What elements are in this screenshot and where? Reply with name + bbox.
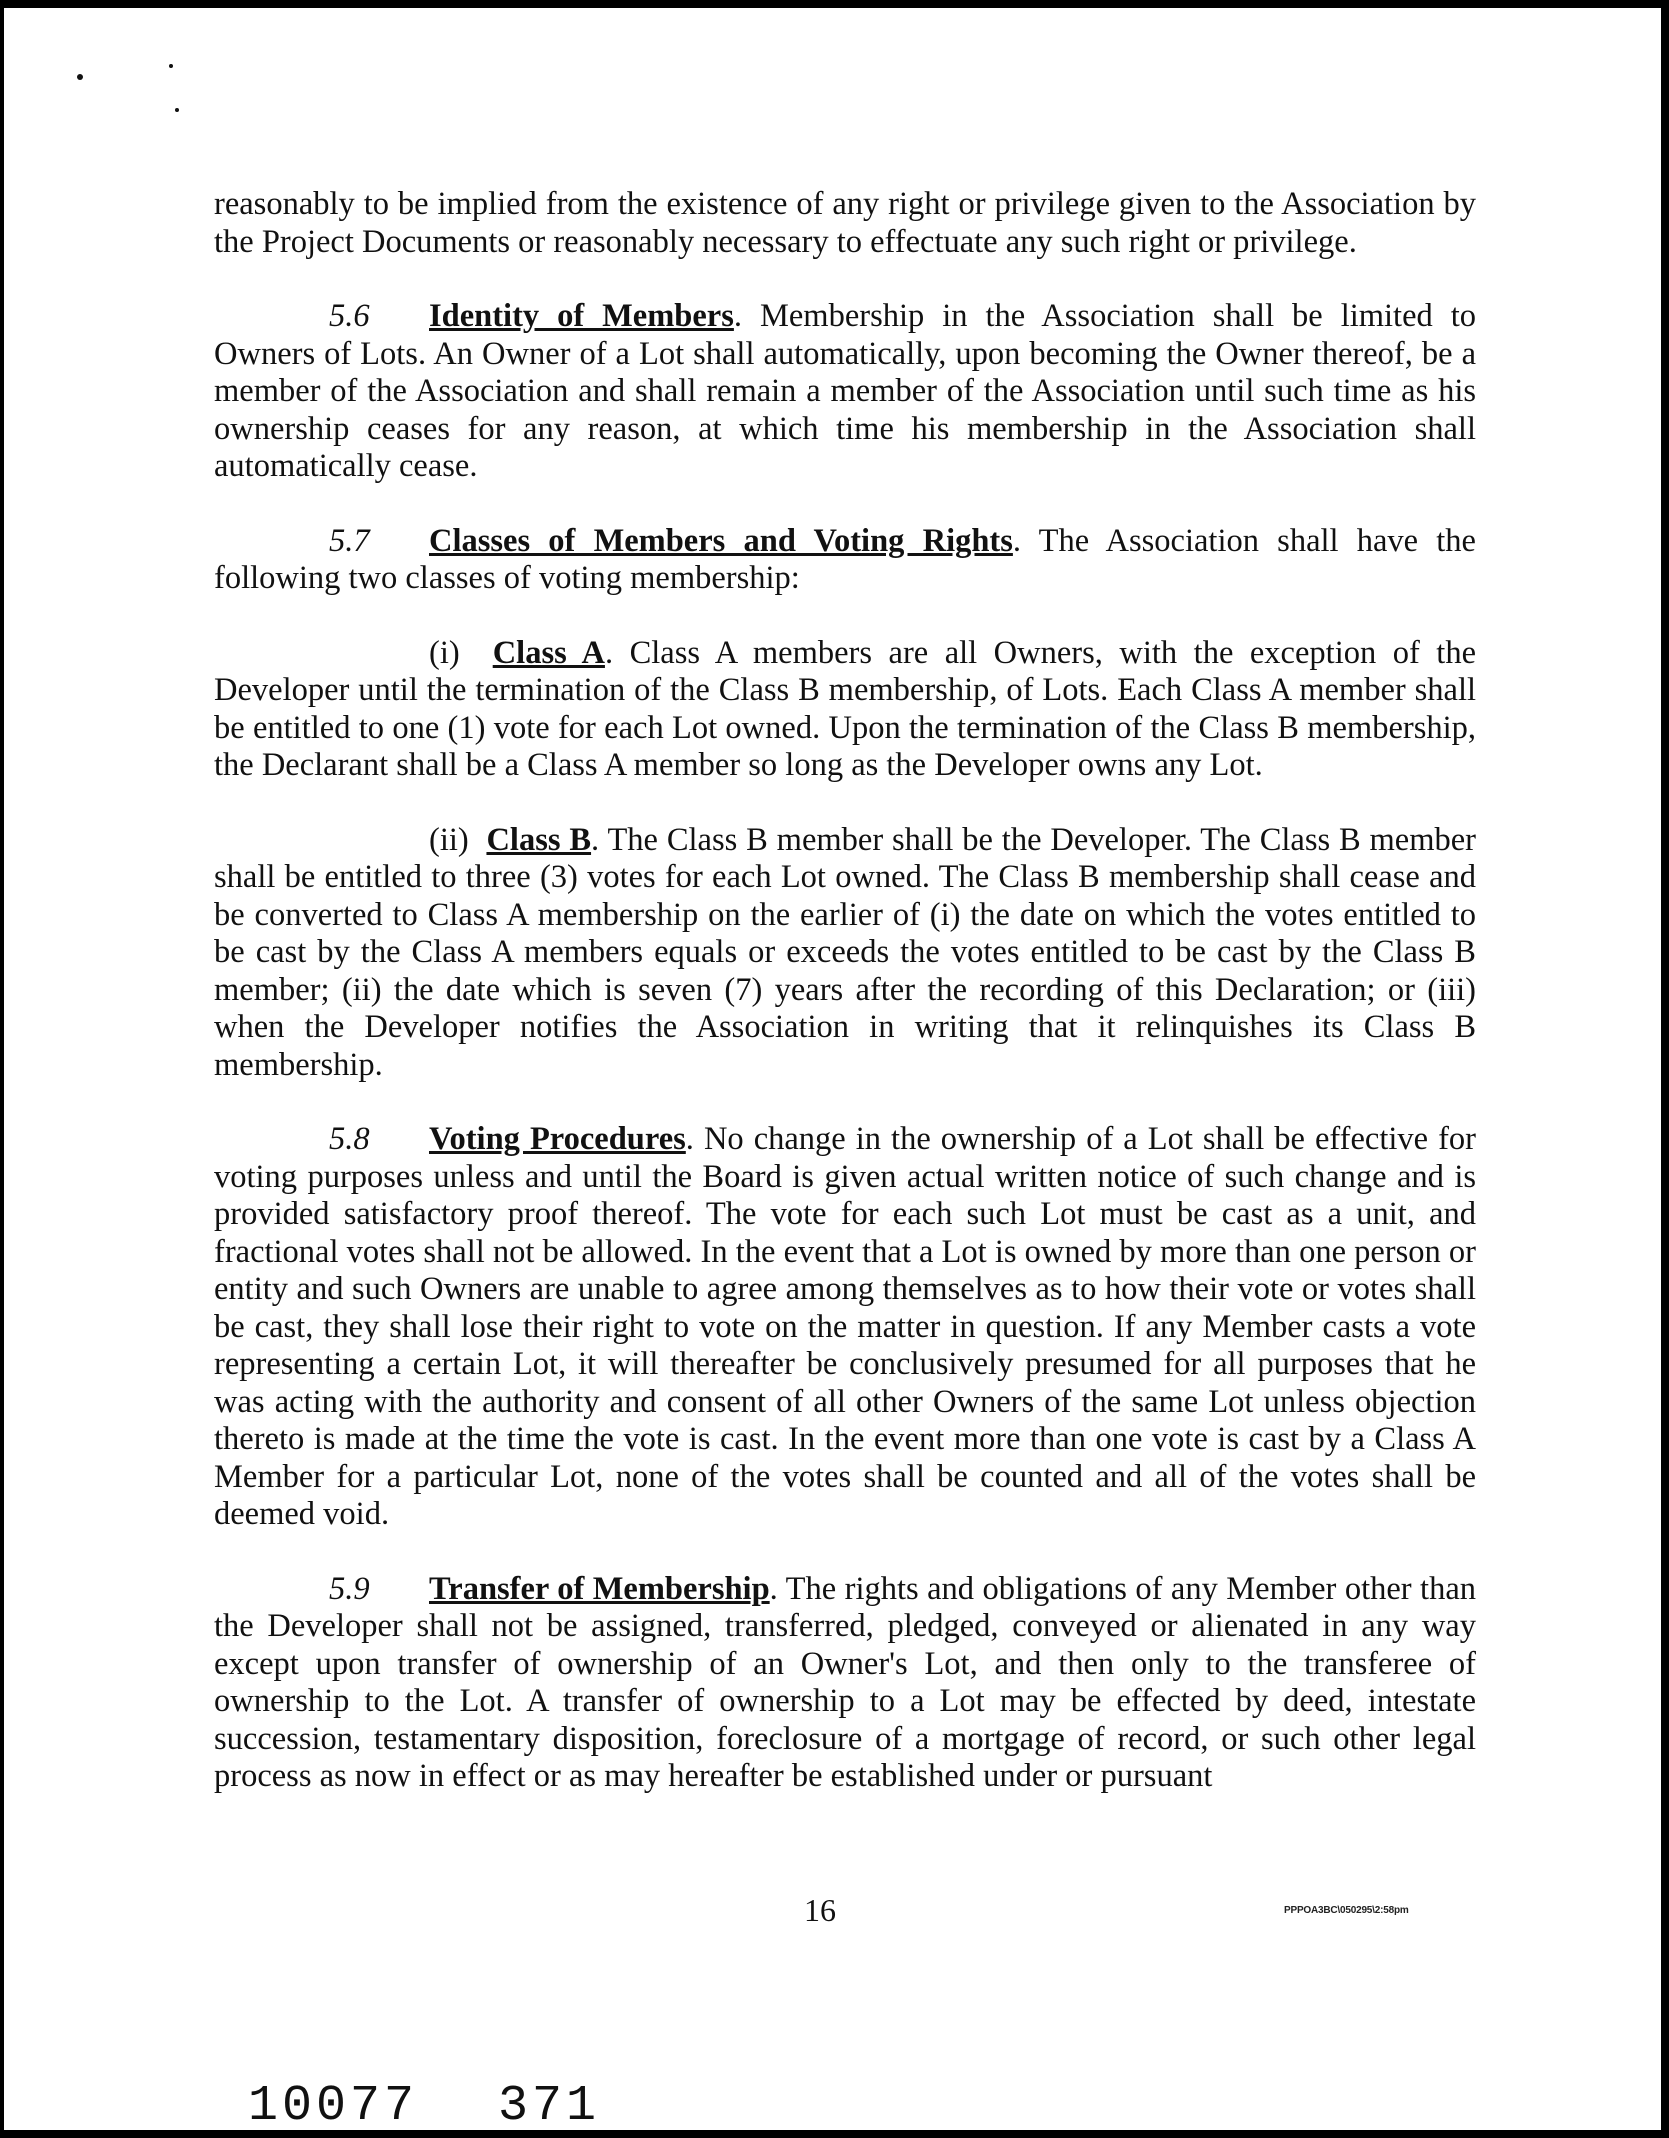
section-title: Voting Procedures: [429, 1121, 686, 1157]
scan-speck: [175, 108, 179, 112]
section-5-6: [214, 298, 1476, 486]
section-title: Identity of Members: [429, 298, 734, 334]
section-text: . No change in the ownership of a Lot shall be effective for voting purposes unless and until the Board is given actual written notice of such change and is provided satisfactory proof thereof. The vote for each such Lot must be cast as a unit, and fractional votes shall not be allowed. In the event that a Lot is owned by more than one person or entity and such Owners are unable to agree among themselves as to how their vote or votes shall be cast, they shall lose their right to vote on the matter in question. If any Member casts a vote representing a certain Lot, it will thereafter be conclusively presumed for all purposes that he was acting with the authority and consent of all other Owners of the same Lot unless objection thereto is made at the time the vote is cast. In the event more than one vote is cast by a Class A Member for a particular Lot, none of the votes shall be counted and all of the votes shall be deemed void.: [214, 1121, 1476, 1532]
subsection-title: Class A: [492, 634, 605, 671]
book-page-stamp: [248, 2078, 600, 2130]
section-title: Classes of Members and Voting Rights: [429, 522, 1013, 559]
document-body: [214, 186, 1476, 1796]
subsection-text: . Class A members are all Owners, with the exception of the Developer until the termination of the Class B membership, of Lots. Each Class A member shall be entitled to one (1) vote for each Lot owned. Upon the termination of the Class B membership, the Declarant shall be a Class A member so long as the Developer owns any Lot.: [214, 634, 1477, 783]
section-number: 5.6: [329, 298, 370, 334]
subsection-text: . The Class B member shall be the Developer. The Class B member shall be entitled to three (3) votes for each Lot owned. The Class B membership shall cease and be converted to Class A membership on the earlier of (i) the date on which the votes entitled to be cast by the Class A members equals or exceeds the votes entitled to be cast by the Class B member; (ii) the date which is seven (7) years after the recording of this Declaration; or (iii) when the Developer notifies the Association in writing that it relinquishes its Class B membership.: [214, 821, 1477, 1083]
section-number: 5.8: [329, 1121, 370, 1157]
section-text: . Membership in the Association shall be limited to Owners of Lots. An Owner of a Lot shall automatically, upon becoming the Owner thereof, be a member of the Association and shall remain a member of the Association until such time as his ownership ceases for any reason, at which time his membership in the Association shall automatically cease.: [214, 298, 1476, 484]
book-number: 10077: [248, 2078, 419, 2130]
section-5-9: [214, 1571, 1476, 1796]
document-page: [4, 8, 1661, 2130]
section-text: . The Association shall have the following two classes of voting membership:: [214, 522, 1476, 596]
scan-speck: [77, 74, 83, 80]
page-number: 16: [804, 1892, 836, 1928]
section-5-7: [214, 523, 1476, 598]
subsection-class-a: [214, 635, 1476, 785]
intro-paragraph: reasonably to be implied from the existence of any right or privilege given to the Association by the Project Documents or reasonably necessary to effectuate any such right or privilege.: [214, 186, 1476, 260]
section-5-8: [214, 1121, 1476, 1534]
section-text: . The rights and obligations of any Member other than the Developer shall not be assigned, transferred, pledged, conveyed or alienated in any way except upon transfer of ownership of an Owner's Lot, and then only to the transferee of ownership to the Lot. A transfer of ownership to a Lot may be effected by deed, intestate succession, testamentary disposition, foreclosure of a mortgage of record, or such other legal process as now in effect or as may hereafter be established under or pursuant: [214, 1570, 1476, 1794]
file-code: PPPOA3BC\050295\2:58pm: [1284, 1905, 1409, 1916]
scan-speck: [169, 64, 173, 68]
page-reference: 371: [498, 2078, 601, 2130]
section-title: Transfer of Membership: [429, 1570, 770, 1607]
subsection-marker: (i): [429, 634, 460, 671]
subsection-marker: (ii): [429, 821, 469, 858]
subsection-title: Class B: [486, 821, 592, 858]
section-number: 5.7: [329, 522, 370, 559]
section-number: 5.9: [329, 1570, 370, 1607]
subsection-class-b: [214, 822, 1476, 1085]
